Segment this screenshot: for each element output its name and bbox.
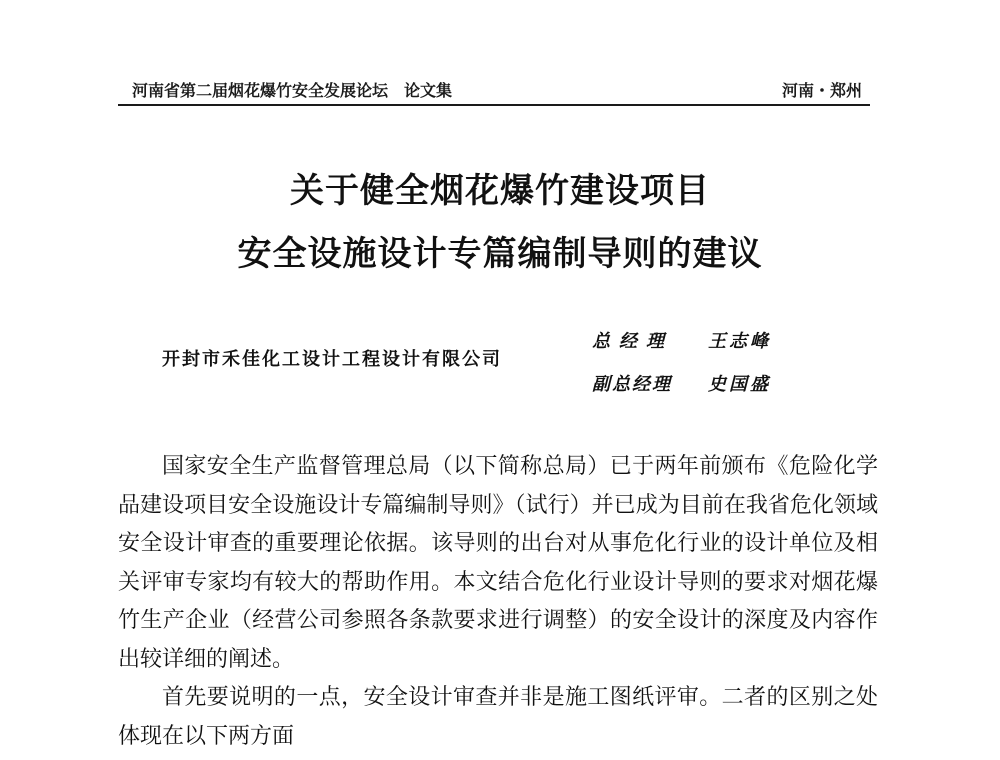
running-header xyxy=(118,78,870,106)
header-publication: 河南省第二届烟花爆竹安全发展论坛 xyxy=(132,81,389,100)
author-role-1: 总经理 xyxy=(592,331,673,352)
body-text xyxy=(118,448,878,756)
header-section: 论文集 xyxy=(404,81,453,100)
header-left xyxy=(132,78,452,101)
header-location: 河南・郑州 xyxy=(781,81,862,100)
body-paragraph-1: 国家安全生产监督管理总局（以下简称总局）已于两年前颁布《危险化学品建设项目安全设施设计专篇编制导则》（试行）并已成为目前在我省危化领域安全设计审查的重要理论依据。该导则的出台对从事危化行业的设计单位及相关评审专家均有较大的帮助作用。本文结合危化行业设计导则的要求对烟花爆竹生产企业（经营公司参照各条款要求进行调整）的安全设计的深度及内容作出较详细的阐述。 xyxy=(118,454,878,672)
author-organization: 开封市禾佳化工设计工程设计有限公司 xyxy=(162,349,502,370)
author-role-2: 副总经理 xyxy=(592,374,672,395)
author-name-2: 史国盛 xyxy=(708,374,771,395)
body-paragraph-2: 首先要说明的一点，安全设计审查并非是施工图纸评审。二者的区别之处体现在以下两方面 xyxy=(118,685,878,749)
author-name-1: 王志峰 xyxy=(708,331,771,352)
title-line-1: 关于健全烟花爆竹建设项目 xyxy=(290,171,710,211)
title-line-2: 安全设施设计专篇编制导则的建议 xyxy=(237,234,763,274)
